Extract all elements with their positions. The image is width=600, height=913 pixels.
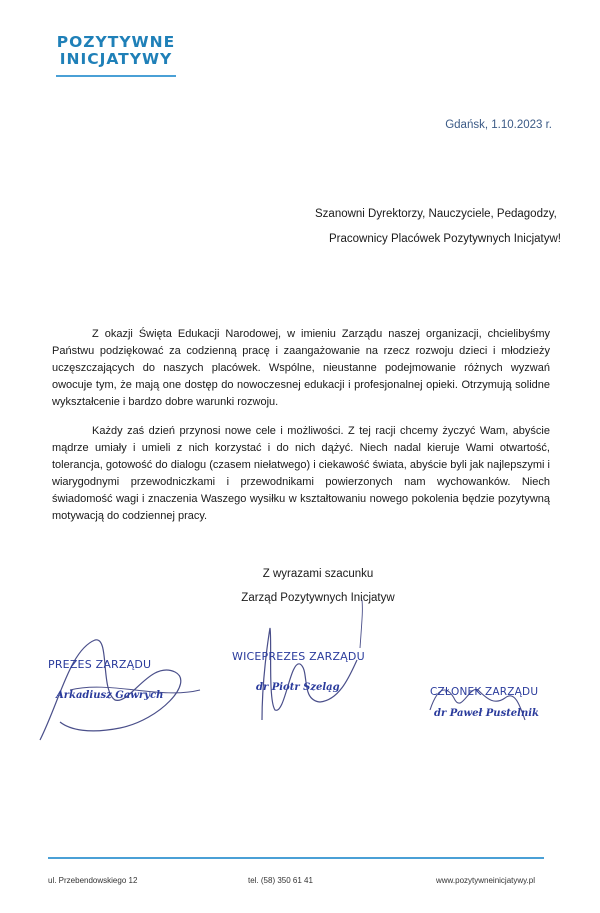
body-paragraph-2: Każdy zaś dzień przynosi nowe cele i możliwości. Z tej racji chcemy życzyć Wam, abyście mądrze umiały i umieli z nich korzystać i do nich dążyć. Niech nadal kieruje Wami otwartość, tolerancja, gotowość do dialogu (czasem niełatwego) i ciekawość świata, abyście byli jak najlepszymi i wiarygodnymi przewodniczkami i przewodnikami powierzonych nam wychowanków. Niech świadomość wagi i znaczenia Waszego wysiłku w kształtowaniu nowego pokolenia będzie pozytywną motywacją do codziennej pracy. xyxy=(52,425,550,522)
footer-divider xyxy=(48,857,544,859)
closing-regards: Z wyrazami szacunku xyxy=(262,568,374,580)
signature-3-name: dr Paweł Pustelnik xyxy=(434,708,539,719)
letter-date: Gdańsk, 1.10.2023 r. xyxy=(445,119,552,131)
signature-1-title: PREZES ZARZĄDU xyxy=(48,658,152,671)
footer-website: www.pozytywneinicjatywy.pl xyxy=(436,876,535,885)
signature-2-title: WICEPREZES ZARZĄDU xyxy=(232,650,365,663)
signature-1-name: Arkadiusz Gawrych xyxy=(56,690,164,701)
logo-underline xyxy=(56,75,176,77)
footer-phone: tel. (58) 350 61 41 xyxy=(248,876,313,885)
signature-2-stroke-2 xyxy=(360,600,362,648)
salutation-line-1: Szanowni Dyrektorzy, Nauczyciele, Pedagodzy, xyxy=(315,208,557,220)
logo-line-2: INICJATYWY xyxy=(59,50,173,68)
letter-body xyxy=(52,326,550,537)
signature-3-title: CZŁONEK ZARZĄDU xyxy=(430,686,539,698)
logo-line-1: POZYTYWNE xyxy=(56,33,176,51)
body-paragraph-1: Z okazji Święta Edukacji Narodowej, w imieniu Zarządu naszej organizacji, chcielibyśmy Państwu podziękować za codzienną pracę i zaangażowanie na rzecz rozwoju dzieci i młodzieży uczęszczających do naszych placówek. Wspólne, nieustanne podejmowanie różnych wyzwań owocuje tym, że mają one dostęp do nowoczesnej edukacji i profesjonalnej opieki. Otrzymują solidne wykształcenie i bardzo dobre warunki rozwoju. xyxy=(52,328,550,408)
signature-2-name: dr Piotr Szeląg xyxy=(256,682,340,693)
footer-address: ul. Przebendowskiego 12 xyxy=(48,876,138,885)
signature-2-stroke xyxy=(262,628,357,720)
salutation-line-2: Pracownicy Placówek Pozytywnych Inicjatyw! xyxy=(329,233,561,245)
organization-logo xyxy=(52,34,180,68)
closing-signatory: Zarząd Pozytywnych Inicjatyw xyxy=(241,592,395,604)
